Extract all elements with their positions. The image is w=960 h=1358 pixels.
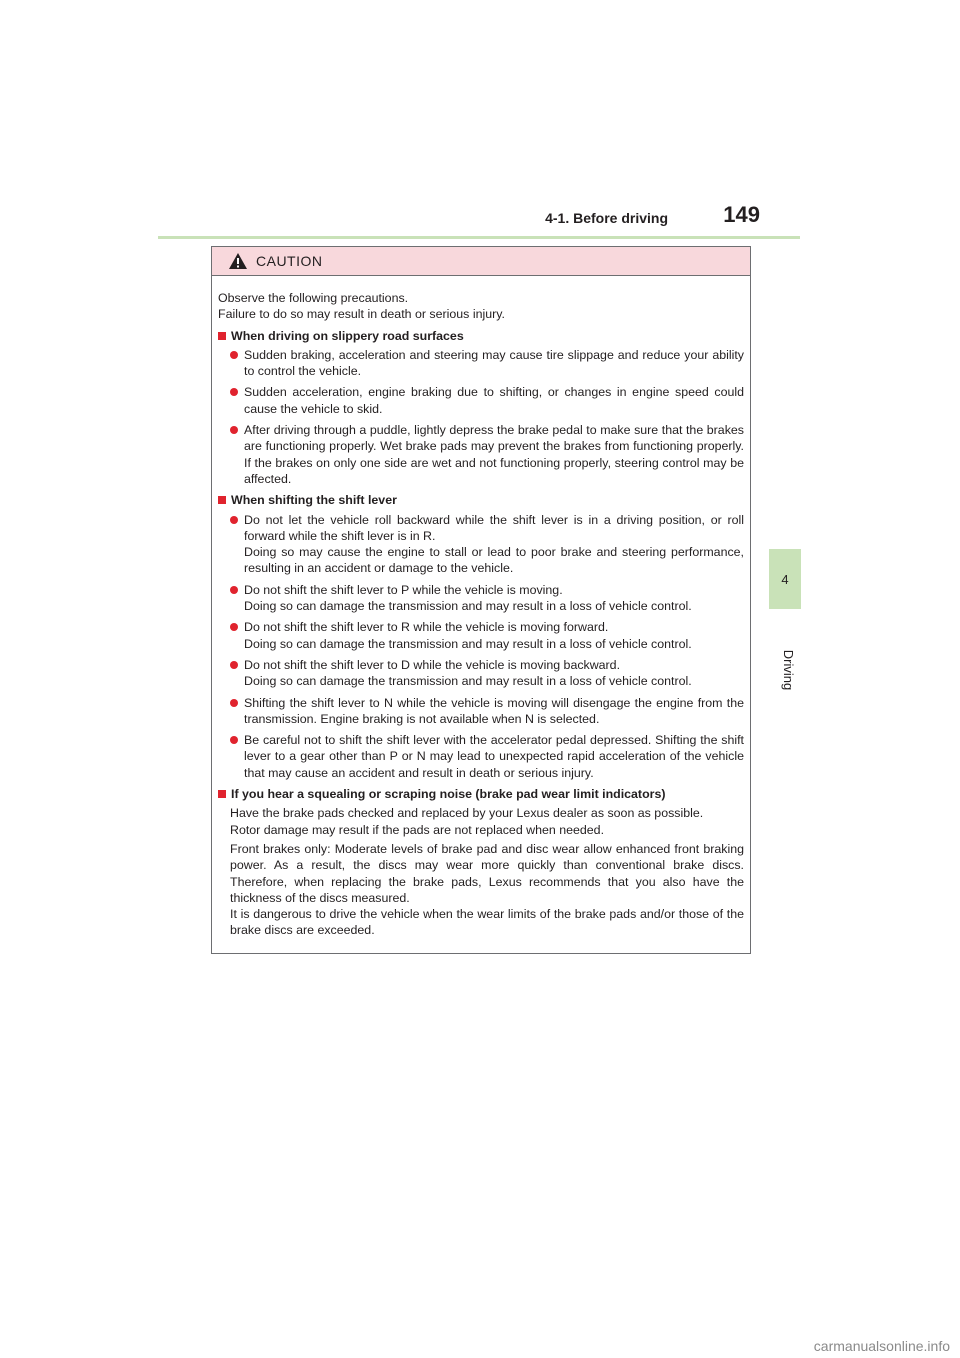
circle-bullet-icon xyxy=(230,661,238,669)
bullet-list xyxy=(218,347,744,487)
caution-title: CAUTION xyxy=(256,253,323,269)
page-header xyxy=(158,200,800,239)
section-heading-text: If you hear a squealing or scraping noise (brake pad wear limit indicators) xyxy=(231,787,666,802)
bullet-list xyxy=(218,512,744,781)
section-shift-lever xyxy=(218,492,744,781)
circle-bullet-icon xyxy=(230,699,238,707)
bullet-text: Do not shift the shift lever to D while the vehicle is moving backward. xyxy=(244,657,621,672)
list-item xyxy=(218,695,744,728)
section-heading xyxy=(218,328,744,344)
section-heading xyxy=(218,492,744,508)
section-title: 4-1. Before driving xyxy=(545,210,668,226)
list-item xyxy=(218,347,744,380)
list-item xyxy=(218,657,744,690)
square-bullet-icon xyxy=(218,332,226,340)
caution-intro xyxy=(218,290,744,323)
bullet-text: Do not let the vehicle roll backward while the shift lever is in a driving position, or roll forward while the shift lever is in R. xyxy=(244,512,744,543)
circle-bullet-icon xyxy=(230,426,238,434)
bullet-text: Do not shift the shift lever to P while the vehicle is moving. xyxy=(244,582,563,597)
circle-bullet-icon xyxy=(230,623,238,631)
list-item xyxy=(218,732,744,781)
warning-icon xyxy=(228,252,248,270)
caution-box xyxy=(211,246,751,954)
caution-header xyxy=(212,247,750,276)
paragraph xyxy=(218,805,744,838)
section-slippery-roads xyxy=(218,328,744,488)
bullet-text: Doing so can damage the transmission and may result in a loss of vehicle control. xyxy=(244,674,692,689)
bullet-text: Shifting the shift lever to N while the vehicle is moving will disengage the engine from the transmission. Engine braking is not available when N is selected. xyxy=(244,695,744,726)
list-item xyxy=(218,384,744,417)
paragraph-text: Rotor damage may result if the pads are not replaced when needed. xyxy=(230,822,605,837)
paragraph-text: It is dangerous to drive the vehicle when the wear limits of the brake pads and/or those of the brake discs are exceeded. xyxy=(230,907,744,938)
section-heading xyxy=(218,786,744,802)
paragraph-text: Front brakes only: Moderate levels of brake pad and disc wear allow enhanced front braking power. As a result, the discs may wear more quickly than conventional brake discs. Therefore, when replacing the brake pads, Lexus recommends that you also have the thickness of the discs measured. xyxy=(230,841,744,905)
circle-bullet-icon xyxy=(230,351,238,359)
list-item xyxy=(218,422,744,487)
square-bullet-icon xyxy=(218,790,226,798)
paragraph xyxy=(218,841,744,939)
square-bullet-icon xyxy=(218,496,226,504)
circle-bullet-icon xyxy=(230,516,238,524)
section-heading-text: When shifting the shift lever xyxy=(231,493,397,508)
chapter-number: 4 xyxy=(781,571,789,587)
chapter-tab xyxy=(769,549,801,609)
watermark-text: carmanualsonline.info xyxy=(813,1338,950,1354)
bullet-text: Be careful not to shift the shift lever with the accelerator pedal depressed. Shifting the shift lever to a gear other than P or N may lead to unexpected rapid acceleration of the vehicle that may cause an accident and result in death or serious injury. xyxy=(244,733,744,780)
section-brake-noise xyxy=(218,786,744,939)
circle-bullet-icon xyxy=(230,736,238,744)
list-item xyxy=(218,582,744,615)
bullet-text: After driving through a puddle, lightly depress the brake pedal to make sure that the brakes are functioning properly. Wet brake pads may prevent the brakes from functioning properly. If the brakes on only one side are wet and not functioning properly, steering control may be affected. xyxy=(244,423,744,486)
caution-body xyxy=(212,276,750,939)
list-item xyxy=(218,512,744,577)
bullet-text: Doing so may cause the engine to stall or lead to poor brake and steering performance, resulting in an accident or damage to the vehicle. xyxy=(244,545,744,576)
list-item xyxy=(218,619,744,652)
section-heading-text: When driving on slippery road surfaces xyxy=(231,328,464,343)
paragraph-text: Have the brake pads checked and replaced by your Lexus dealer as soon as possible. xyxy=(230,806,704,821)
bullet-text: Do not shift the shift lever to R while the vehicle is moving forward. xyxy=(244,620,609,635)
page-number: 149 xyxy=(723,202,760,227)
chapter-label: Driving xyxy=(781,649,796,691)
bullet-text: Sudden acceleration, engine braking due to shifting, or changes in engine speed could cause the vehicle to skid. xyxy=(244,385,744,416)
intro-line: Observe the following precautions. xyxy=(218,291,409,305)
intro-line: Failure to do so may result in death or serious injury. xyxy=(218,307,505,322)
bullet-text: Sudden braking, acceleration and steering may cause tire slippage and reduce your ability to control the vehicle. xyxy=(244,347,744,379)
bullet-text: Doing so can damage the transmission and may result in a loss of vehicle control. xyxy=(244,599,692,614)
circle-bullet-icon xyxy=(230,586,238,594)
bullet-text: Doing so can damage the transmission and may result in a loss of vehicle control. xyxy=(244,636,692,651)
circle-bullet-icon xyxy=(230,388,238,396)
